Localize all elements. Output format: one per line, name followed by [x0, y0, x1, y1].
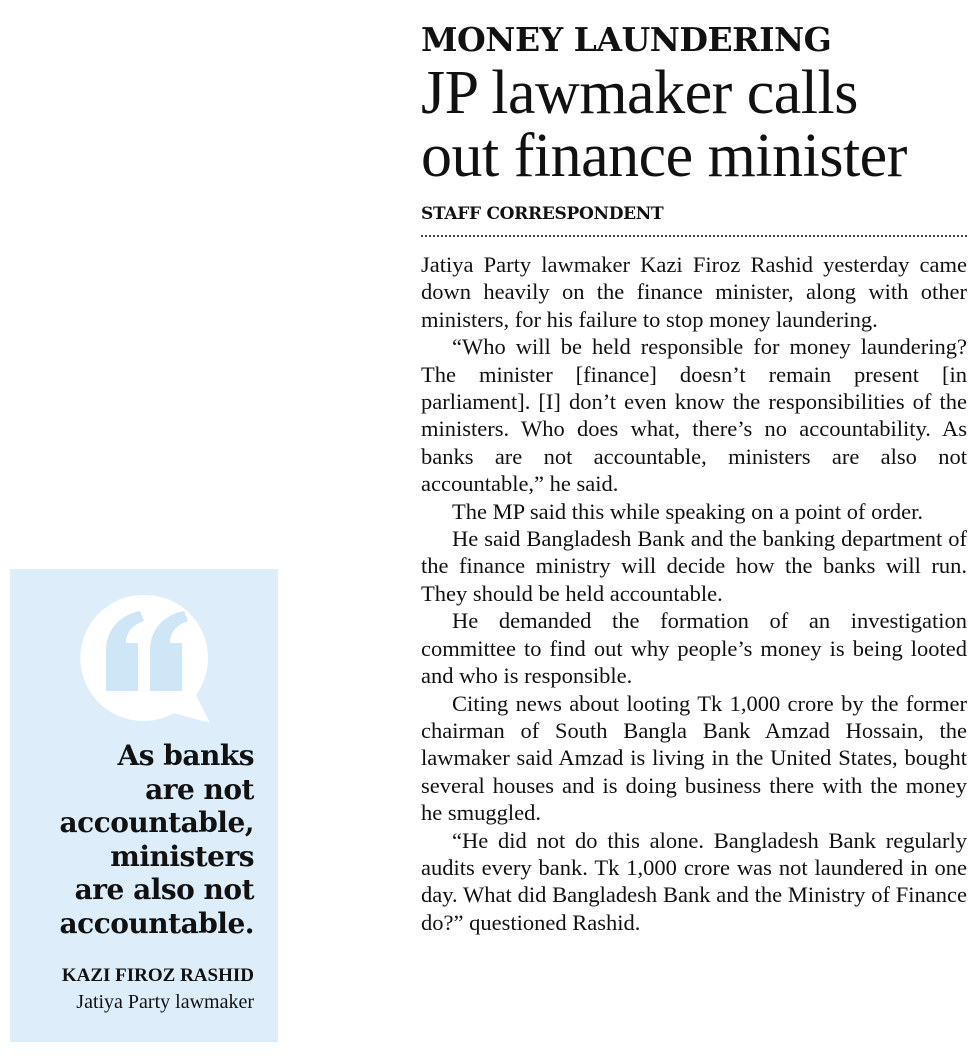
paragraph: “He did not do this alone. Bangladesh Bank regularly audits every bank. Tk 1,000 crore was not laundered in one day. What did Bangladesh Bank and the Ministry of Finance do?” questioned Rashid. — [421, 827, 967, 935]
pull-quote-line: As banks — [117, 739, 254, 772]
headline — [421, 59, 967, 190]
pull-quote-line: accountable, — [59, 806, 254, 839]
paragraph: The MP said this while speaking on a point of order. — [452, 498, 923, 524]
section-kicker: MONEY LAUNDERING — [421, 20, 832, 59]
quote-attribution-role: Jatiya Party lawmaker — [76, 991, 254, 1013]
article — [421, 18, 967, 936]
article-body — [421, 251, 967, 936]
byline: STAFF CORRESPONDENT — [421, 204, 664, 224]
pull-quote-line: accountable. — [59, 906, 254, 940]
pull-quote-line: ministers — [110, 839, 254, 873]
quote-attribution-name: KAZI FIROZ RASHID — [61, 965, 254, 986]
dotted-divider — [421, 235, 967, 237]
headline-line: JP lawmaker calls — [421, 59, 858, 127]
paragraph: Jatiya Party lawmaker Kazi Firoz Rashid yesterday came down heavily on the finance minister, along with other ministers, for his failure to stop money laundering. — [421, 252, 967, 332]
paragraph: “Who will be held responsible for money laundering? The minister [finance] doesn’t remain present [in parliament]. [I] don’t even know the responsibilities of the ministers. Who does what, there’s no accountability. As banks are not accountable, ministers are also not accountable,” he said. — [421, 334, 967, 497]
pull-quote-line: are also not — [74, 873, 254, 906]
paragraph: He demanded the formation of an investigation committee to find out why people’s money is being looted and who is responsible. — [421, 608, 967, 689]
pull-quote-line: are not — [145, 772, 254, 806]
paragraph: Citing news about looting Tk 1,000 crore by the former chairman of South Bangla Bank Amzad Hossain, the lawmaker said Amzad is living in the United States, bought several houses and is doing business there with the money he smuggled. — [421, 690, 967, 826]
headline-line: out finance minister — [421, 122, 907, 190]
paragraph: He said Bangladesh Bank and the banking department of the finance ministry will decide how the banks will run. They should be held accountable. — [421, 526, 967, 606]
pull-quote-text — [14, 739, 254, 940]
quote-bubble-icon — [78, 591, 212, 725]
pull-quote-box — [10, 569, 278, 1042]
